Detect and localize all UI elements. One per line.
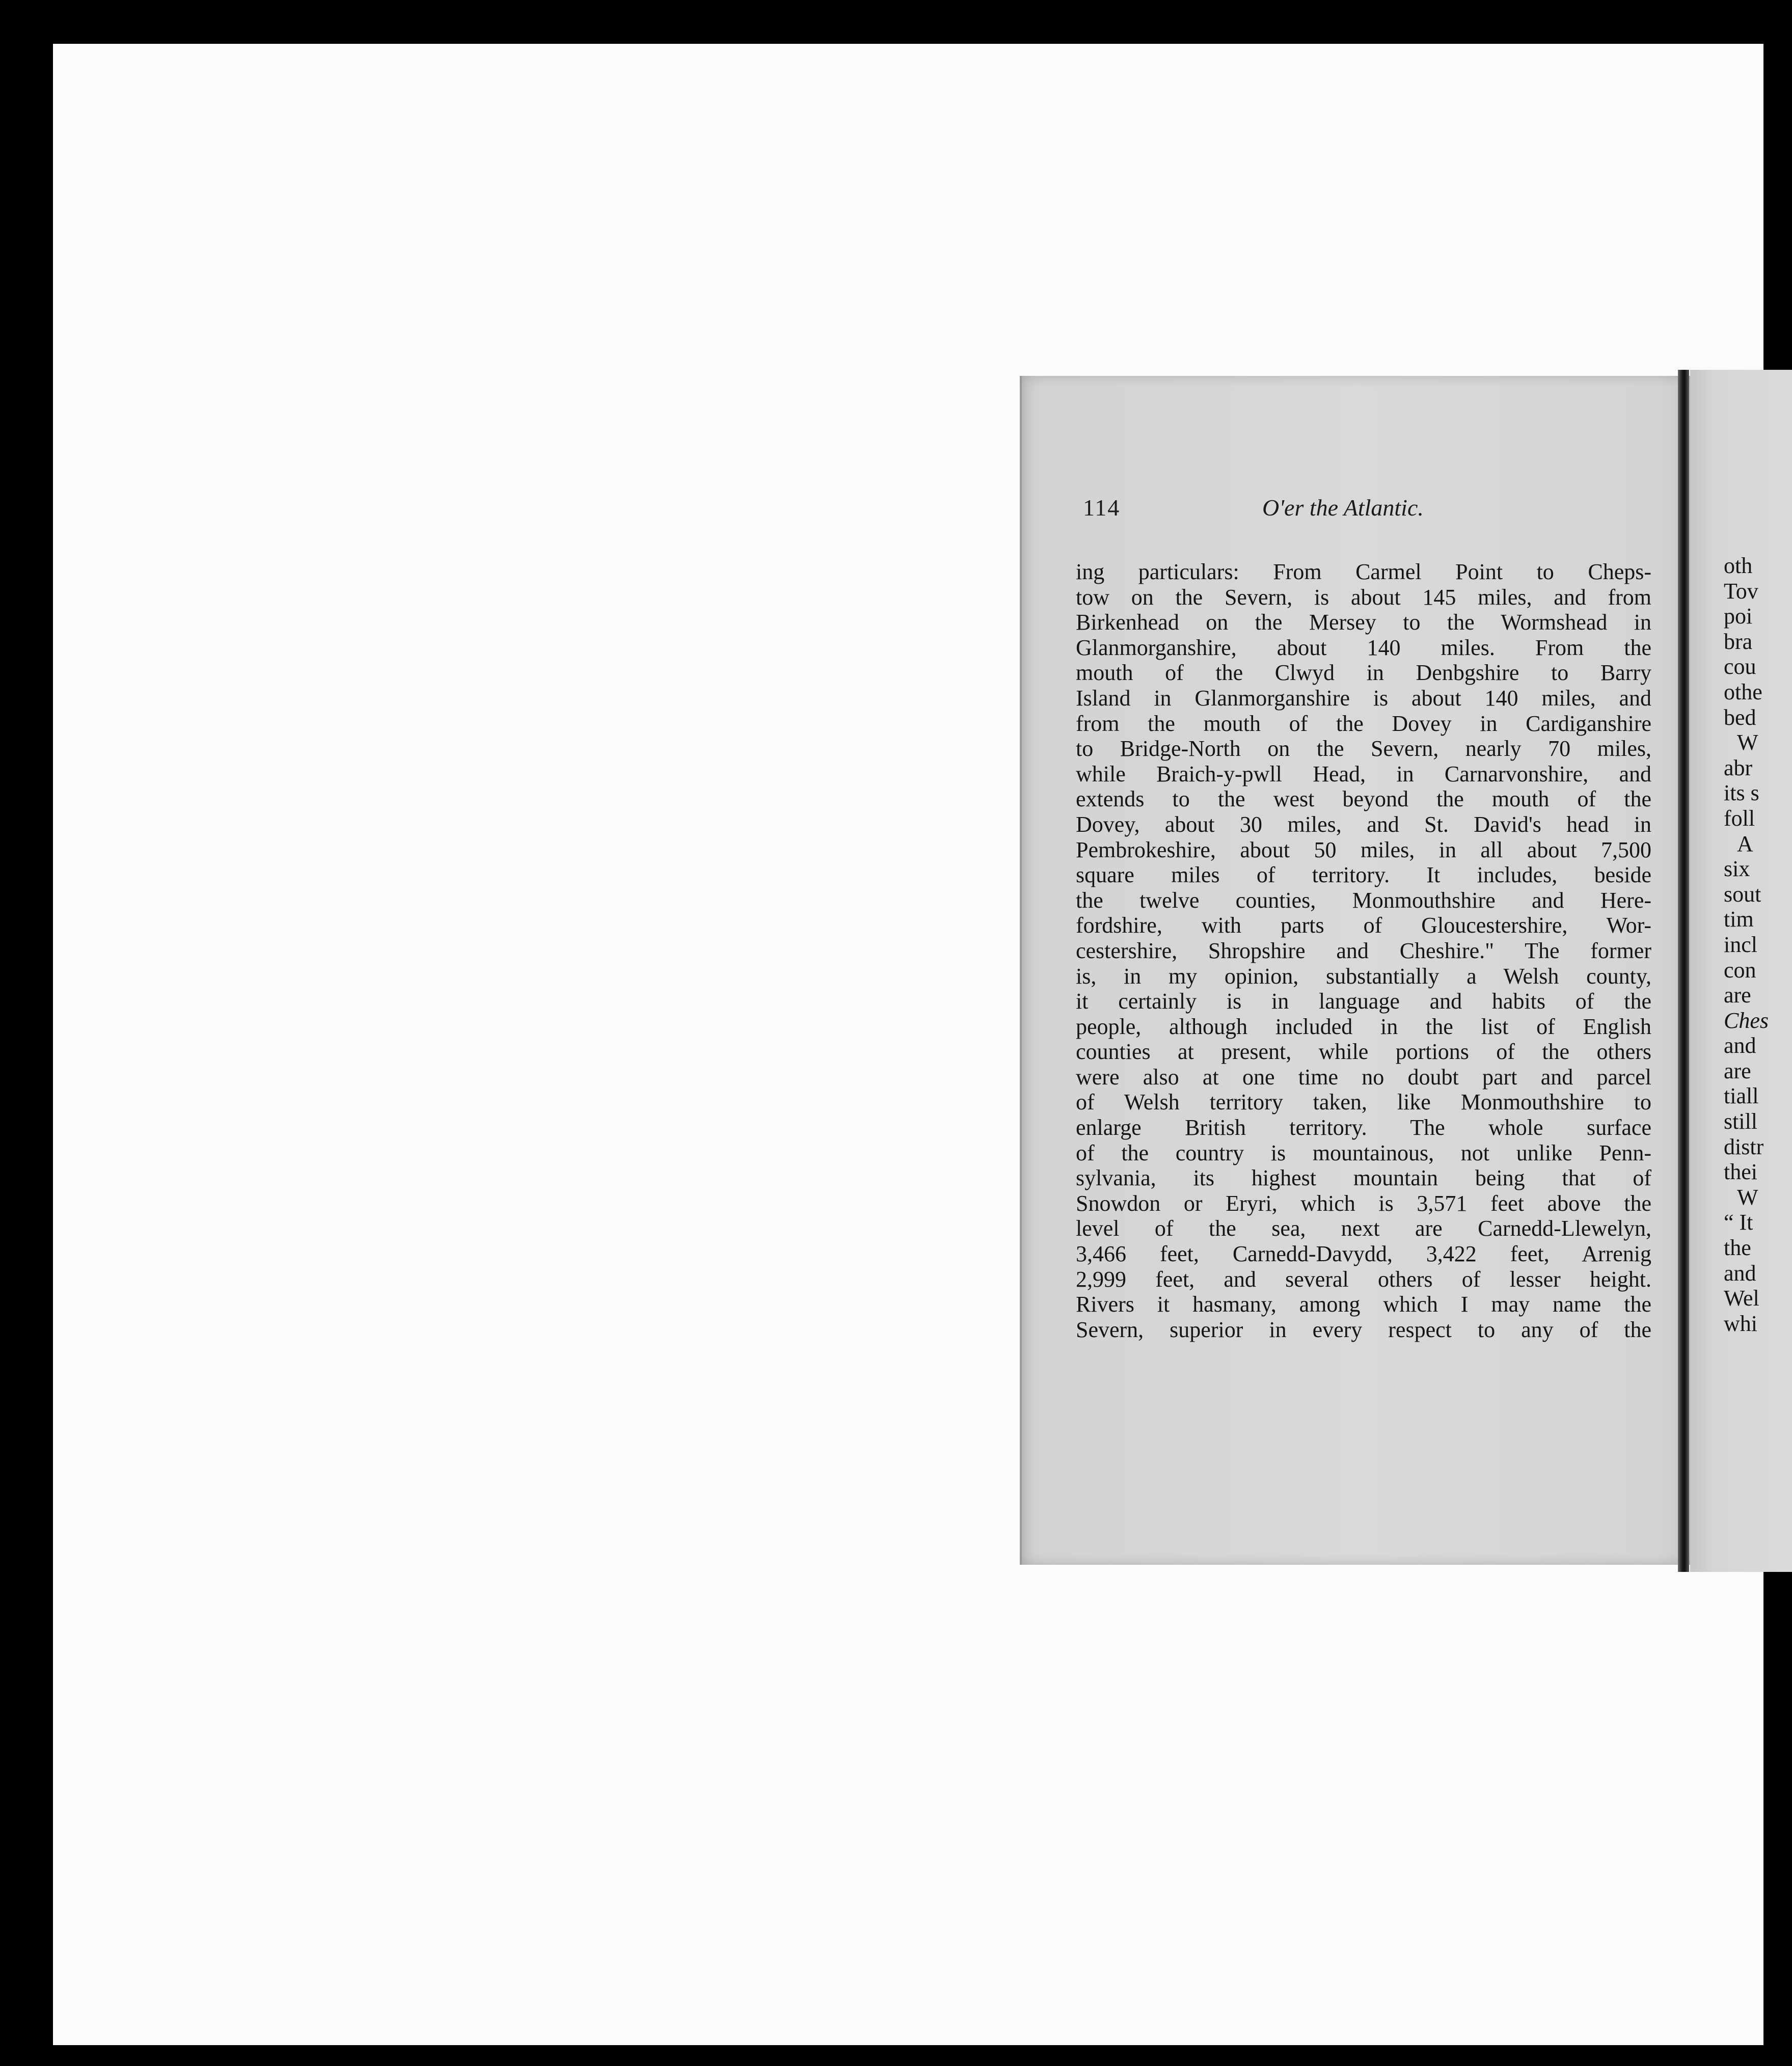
- text-line: cestershire, Shropshire and Cheshire." The former: [1076, 938, 1651, 963]
- text-fragment: whi: [1724, 1311, 1757, 1336]
- text-line: Birkenhead on the Mersey to the Wormshead in: [1076, 610, 1651, 635]
- text-fragment: Wel: [1724, 1286, 1759, 1311]
- page-number: 114: [1083, 495, 1121, 521]
- running-head: [1083, 494, 1643, 525]
- text-line: level of the sea, next are Carnedd-Llewelyn,: [1076, 1216, 1651, 1241]
- body-text: [1076, 559, 1651, 1342]
- text-line: of the country is mountainous, not unlike Penn-: [1076, 1140, 1651, 1165]
- text-fragment: the: [1724, 1235, 1751, 1261]
- text-fragment: A: [1737, 831, 1753, 856]
- text-fragment: bra: [1724, 629, 1753, 654]
- text-line: Glanmorganshire, about 140 miles. From the: [1076, 635, 1651, 660]
- text-line: square miles of territory. It includes, beside: [1076, 862, 1651, 888]
- microfilm-frame: [53, 44, 1769, 2045]
- text-fragment: distr: [1724, 1134, 1764, 1159]
- text-fragment: its s: [1724, 780, 1759, 806]
- text-fragment: still: [1724, 1109, 1758, 1134]
- text-fragment: W: [1737, 1184, 1758, 1210]
- text-fragment: bed: [1724, 704, 1756, 730]
- text-fragment: Tov: [1724, 578, 1758, 604]
- text-line: Snowdon or Eryri, which is 3,571 feet above the: [1076, 1190, 1651, 1216]
- text-fragment: con: [1724, 957, 1756, 983]
- right-page: [1690, 370, 1792, 1572]
- text-line: 3,466 feet, Carnedd-Davydd, 3,422 feet, Arrenig: [1076, 1241, 1651, 1267]
- text-fragment: incl: [1724, 932, 1757, 957]
- text-line: enlarge British territory. The whole surface: [1076, 1115, 1651, 1140]
- text-line: sylvania, its highest mountain being that of: [1076, 1165, 1651, 1191]
- text-line: mouth of the Clwyd in Denbgshire to Barry: [1076, 660, 1651, 686]
- text-fragment: abr: [1724, 755, 1753, 780]
- text-line: Rivers it hasmany, among which I may name the: [1076, 1292, 1651, 1317]
- text-fragment: tiall: [1724, 1083, 1759, 1109]
- text-line: ing particulars: From Carmel Point to Cheps-: [1076, 559, 1651, 584]
- text-line: Pembrokeshire, about 50 miles, in all about 7,500: [1076, 837, 1651, 862]
- text-fragment: and: [1724, 1033, 1756, 1058]
- text-line: Severn, superior in every respect to any of the: [1076, 1317, 1651, 1342]
- text-fragment: are: [1724, 1058, 1751, 1083]
- text-fragment: and: [1724, 1260, 1756, 1286]
- text-line: Island in Glanmorganshire is about 140 miles, and: [1076, 685, 1651, 711]
- text-fragment: oth: [1724, 553, 1753, 578]
- text-line: fordshire, with parts of Gloucestershire, Wor-: [1076, 913, 1651, 938]
- text-line: 2,999 feet, and several others of lesser height.: [1076, 1266, 1651, 1292]
- text-fragment: W: [1737, 730, 1758, 755]
- text-line: extends to the west beyond the mouth of the: [1076, 786, 1651, 812]
- text-fragment: sout: [1724, 881, 1761, 907]
- text-line: people, although included in the list of English: [1076, 1014, 1651, 1039]
- text-fragment: Ches: [1724, 1008, 1769, 1033]
- text-fragment: “ It: [1724, 1210, 1753, 1235]
- text-line: is, in my opinion, substantially a Welsh county,: [1076, 963, 1651, 989]
- text-fragment: poi: [1724, 604, 1753, 629]
- text-line: were also at one time no doubt part and parcel: [1076, 1064, 1651, 1090]
- text-fragment: tim: [1724, 907, 1754, 932]
- text-line: to Bridge-North on the Severn, nearly 70 miles,: [1076, 736, 1651, 762]
- text-line: while Braich-y-pwll Head, in Carnarvonshire, and: [1076, 761, 1651, 786]
- text-line: tow on the Severn, is about 145 miles, and from: [1076, 584, 1651, 610]
- book-gutter: [1678, 370, 1689, 1572]
- text-line: of Welsh territory taken, like Monmouthshire to: [1076, 1090, 1651, 1115]
- running-title: O'er the Atlantic.: [1262, 495, 1424, 521]
- text-line: from the mouth of the Dovey in Cardiganshire: [1076, 711, 1651, 736]
- text-fragment: thei: [1724, 1159, 1757, 1185]
- text-fragment: othe: [1724, 679, 1762, 704]
- right-page-text-fragments: [1724, 553, 1769, 1336]
- text-fragment: cou: [1724, 654, 1756, 679]
- text-line: the twelve counties, Monmouthshire and Here-: [1076, 887, 1651, 913]
- text-line: it certainly is in language and habits of the: [1076, 989, 1651, 1014]
- text-line: counties at present, while portions of the others: [1076, 1039, 1651, 1065]
- left-page: [1020, 376, 1692, 1565]
- text-line: Dovey, about 30 miles, and St. David's head in: [1076, 811, 1651, 837]
- text-fragment: six: [1724, 856, 1750, 882]
- text-fragment: are: [1724, 983, 1751, 1008]
- text-fragment: foll: [1724, 805, 1755, 831]
